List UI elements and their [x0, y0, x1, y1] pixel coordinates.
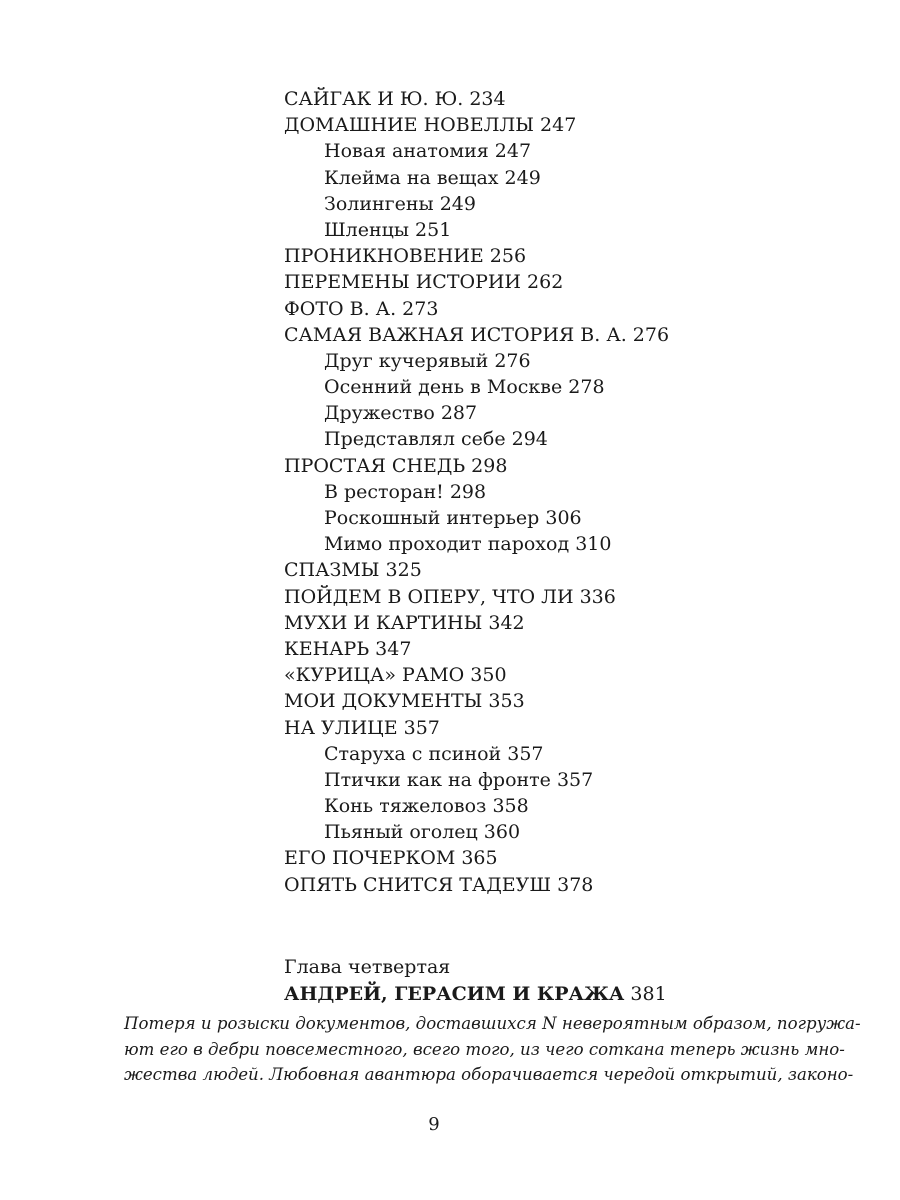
toc-subentry: Роскошный интерьер 306	[324, 507, 582, 529]
toc-entry: ПРОСТАЯ СНЕДЬ 298	[284, 454, 508, 477]
toc-subentry: В ресторан! 298	[324, 480, 487, 503]
toc-subentry: Представлял себе 294	[324, 428, 548, 451]
toc-subentry: Мимо проходит пароход 310	[324, 533, 612, 556]
toc-subentry: Осенний день в Москве 278	[324, 376, 605, 399]
chapter-page: 381	[630, 983, 667, 1005]
toc-subentry: Пьяный оголец 360	[324, 821, 521, 844]
toc-entry: САМАЯ ВАЖНАЯ ИСТОРИЯ В. А. 276	[284, 323, 670, 346]
abstract-line: Потеря и розыски документов, доставшихся N невероятным образом, погружа-	[124, 1014, 861, 1033]
chapter-title: АНДРЕЙ, ГЕРАСИМ И КРАЖА	[284, 983, 625, 1005]
toc-entry: САЙГАК И Ю. Ю. 234	[284, 88, 506, 110]
toc-subentry: Птички как на фронте 357	[324, 768, 594, 791]
toc-entry: МОИ ДОКУМЕНТЫ 353	[284, 690, 525, 713]
toc-subentry: Конь тяжеловоз 358	[324, 795, 529, 818]
toc-entry: ПРОНИКНОВЕНИЕ 256	[284, 245, 527, 268]
table-of-contents	[284, 86, 764, 898]
toc-entry: ПЕРЕМЕНЫ ИСТОРИИ 262	[284, 271, 564, 294]
toc-entry: СПАЗМЫ 325	[284, 559, 422, 582]
toc-entry: НА УЛИЦЕ 357	[284, 716, 440, 739]
toc-subentry: Шленцы 251	[324, 218, 452, 241]
toc-entry: «КУРИЦА» РАМО 350	[284, 664, 507, 687]
toc-subentry: Клейма на вещах 249	[324, 166, 541, 189]
chapter-abstract	[124, 1011, 861, 1088]
chapter-title-line	[284, 981, 784, 1008]
toc-entry: ПОЙДЕМ В ОПЕРУ, ЧТО ЛИ 336	[284, 585, 616, 608]
toc-subentry: Новая анатомия 247	[324, 140, 532, 163]
toc-entry: ЕГО ПОЧЕРКОМ 365	[284, 847, 498, 870]
page-number: 9	[428, 1114, 440, 1135]
chapter-heading	[284, 954, 784, 1008]
toc-subentry: Старуха с псиной 357	[324, 742, 544, 765]
toc-entry: КЕНАРЬ 347	[284, 637, 412, 660]
toc-subentry: Золингены 249	[324, 192, 476, 215]
abstract-line: жества людей. Любовная авантюра оборачивается чередой открытий, законо-	[124, 1065, 854, 1084]
toc-entry: ОПЯТЬ СНИТСЯ ТАДЕУШ 378	[284, 873, 594, 896]
toc-entry: ДОМАШНИЕ НОВЕЛЛЫ 247	[284, 114, 577, 137]
chapter-label: Глава четвертая	[284, 956, 451, 978]
toc-subentry: Друг кучерявый 276	[324, 349, 531, 372]
abstract-line: ют его в дебри повсеместного, всего того, из чего соткана теперь жизнь мно-	[124, 1039, 845, 1059]
toc-entry: МУХИ И КАРТИНЫ 342	[284, 611, 525, 634]
toc-entry: ФОТО В. А. 273	[284, 297, 439, 320]
toc-subentry: Дружество 287	[324, 402, 478, 425]
